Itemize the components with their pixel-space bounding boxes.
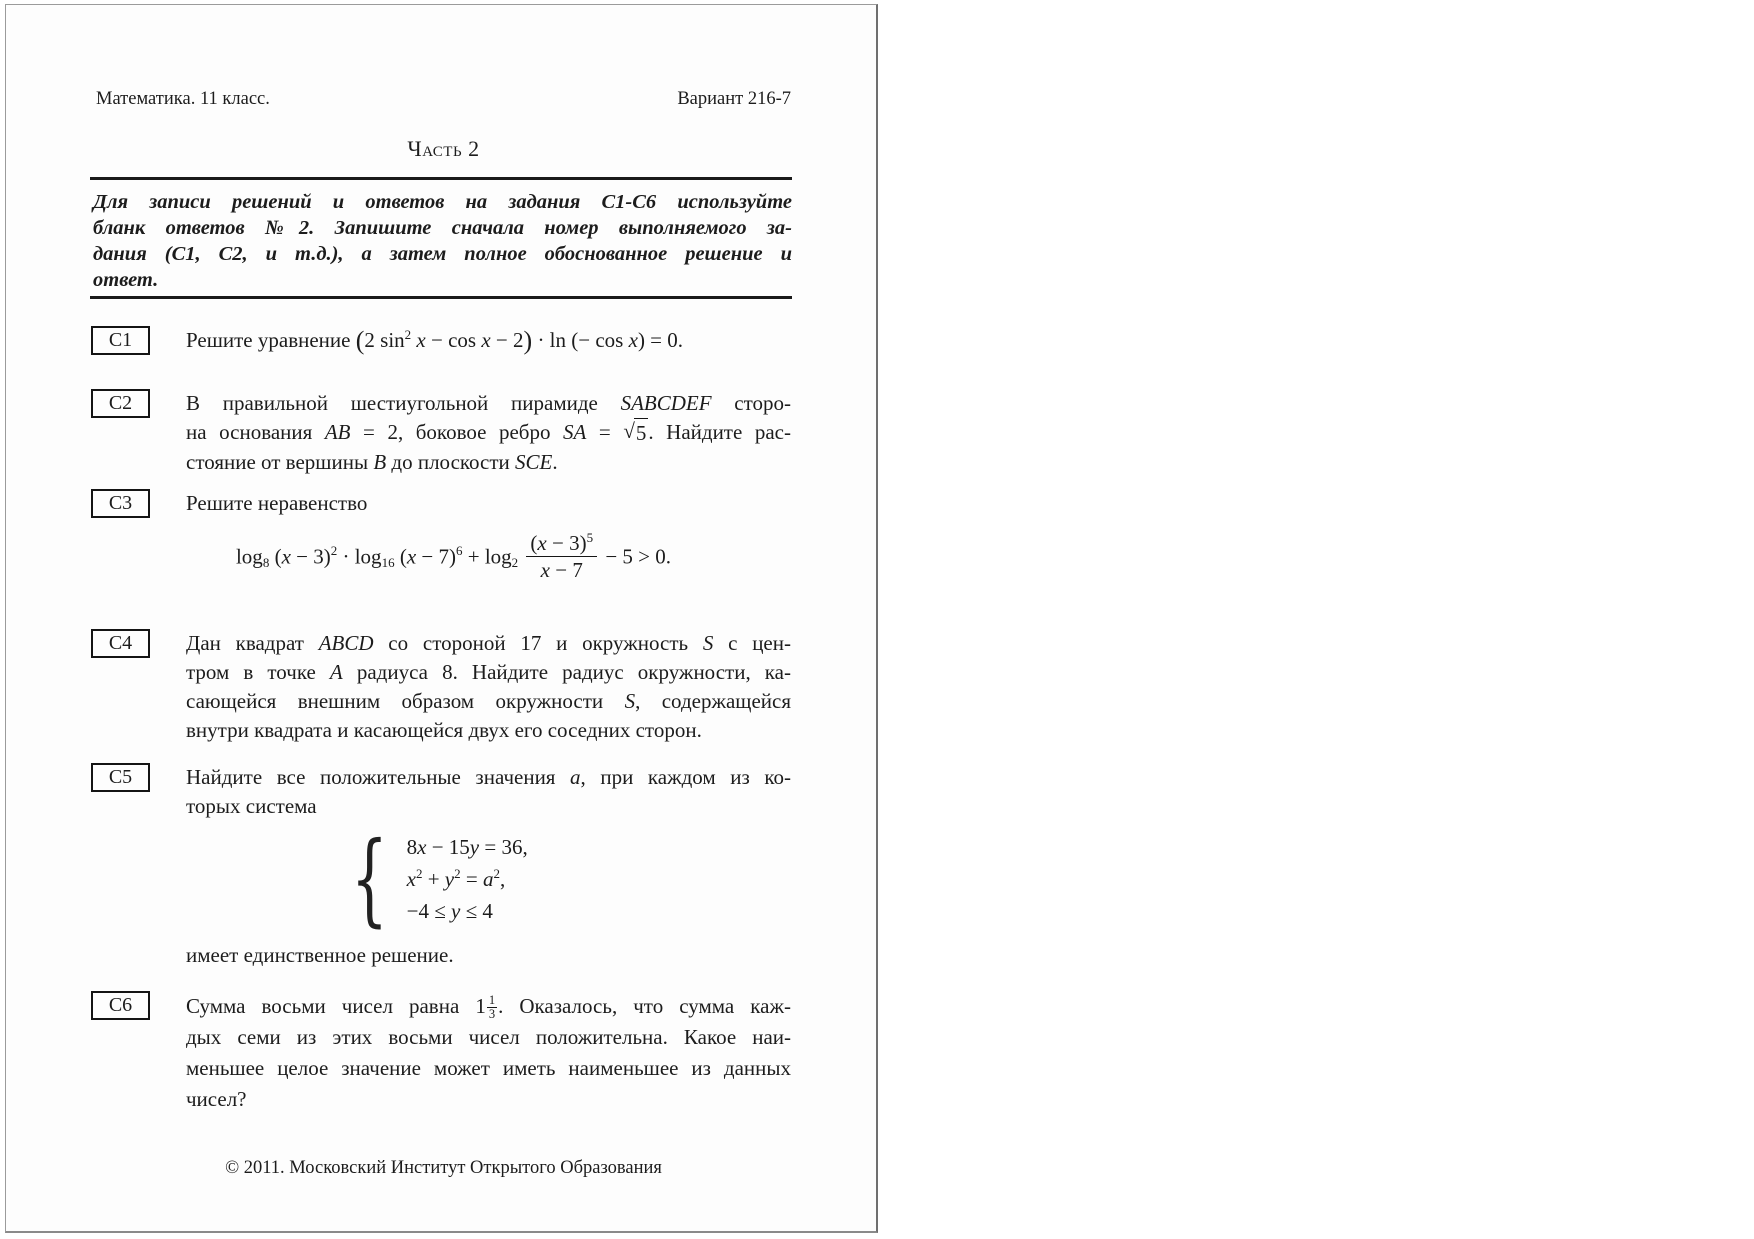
problem-c5-equation-system — [351, 820, 791, 937]
problem-c3-inequality-formula: $\log_8 (x - 3)^2 \cdot \log_{16} (x - 7)^6 + \log_2$ $\frac{(x - 3)^5}{x - 7}$ − 5 > 0. — [235, 530, 672, 582]
instructions-line: ответ. — [93, 269, 159, 291]
problem-c1 — [96, 326, 791, 355]
system-rows — [407, 831, 528, 927]
problem-c3-text — [186, 489, 791, 585]
problem-c5 — [96, 763, 791, 970]
problem-c1-text — [186, 326, 791, 355]
problem-c6 — [96, 991, 791, 1115]
instructions-line: бланк ответов №2. Запишите сначала номер выполняемого за- — [93, 217, 792, 239]
problem-c5-text — [186, 763, 791, 970]
system-brace: { — [351, 820, 388, 937]
system-equation: $x^2 + y^2 = a^2$, — [406, 866, 506, 891]
problem-c4-line: Дан квадрат ABCD со стороной 17 и окружность S с цен- — [186, 631, 791, 655]
problem-c3 — [96, 489, 791, 585]
problem-c6-text — [186, 991, 791, 1115]
system-equation: 8x − 15y = 36, — [406, 835, 528, 859]
problem-c5-line: Найдите все положительные значения a, при каждом из ко- — [186, 765, 791, 789]
problem-label-c2: C2 — [91, 389, 150, 418]
problem-c3-line: Решите неравенство — [186, 491, 368, 515]
problem-c6-line: меньшее целое значение может иметь наименьшее из данных — [186, 1056, 791, 1080]
instructions-block — [93, 189, 792, 293]
problem-c4 — [96, 629, 791, 745]
problem-c2-line: стояние от вершины B до плоскости SCE. — [186, 450, 558, 474]
problem-label-c6: C6 — [91, 991, 150, 1020]
problem-c6-line: чисел? — [186, 1087, 247, 1111]
divider-bottom-rule — [90, 296, 792, 299]
problem-c4-text — [186, 629, 791, 745]
section-title: Часть 2 — [407, 136, 480, 161]
problem-label-c1: C1 — [91, 326, 150, 355]
problem-c2 — [96, 389, 791, 477]
problem-label-c3: C3 — [91, 489, 150, 518]
divider-top-rule — [90, 177, 792, 180]
problem-c1-line: Решите уравнение (2 $\sin^2 x - \cos x - 2) \cdot \ln$ (− cos x) = 0. — [186, 326, 684, 355]
instructions-line: дания (C1, C2, и т.д.), а затем полное обоснованное решение и — [93, 243, 792, 265]
copyright-footer: © 2011. Московский Институт Открытого Образования — [225, 1158, 662, 1178]
problem-c2-text — [186, 389, 791, 477]
problem-c5-line: торых система — [186, 794, 317, 818]
problem-c4-line: внутри квадрата и касающейся двух его соседних сторон. — [186, 718, 702, 742]
problem-c6-line: Сумма восьми чисел равна 1 $\frac{1}{3}$ . Оказалось, что сумма каж- — [186, 992, 792, 1021]
problem-c4-line: тром в точке A радиуса 8. Найдите радиус окружности, ка- — [186, 660, 791, 684]
problem-label-c5: C5 — [91, 763, 150, 792]
system-equation: −4 ≤ y ≤ 4 — [406, 899, 493, 923]
header-subject: Математика. 11 класс. — [96, 89, 270, 109]
problem-c2-line: на основания AB = 2, боковое ребро SA = √ 5 . Найдите рас- — [186, 418, 791, 448]
instructions-line: Для записи решений и ответов на задания C1-C6 используйте — [93, 191, 792, 213]
problem-c4-line: сающейся внешним образом окружности S, содержащейся — [186, 689, 791, 713]
problem-c2-line: В правильной шестиугольной пирамиде SABCDEF сторо- — [186, 391, 791, 415]
problem-label-c4: C4 — [91, 629, 150, 658]
exam-page — [5, 4, 878, 1233]
header-variant: Вариант 216-7 — [677, 89, 791, 109]
problem-c6-line: дых семи из этих восьми чисел положительна. Какое наи- — [186, 1025, 791, 1049]
page-header — [96, 88, 791, 110]
problem-c5-tail-line: имеет единственное решение. — [186, 943, 454, 967]
